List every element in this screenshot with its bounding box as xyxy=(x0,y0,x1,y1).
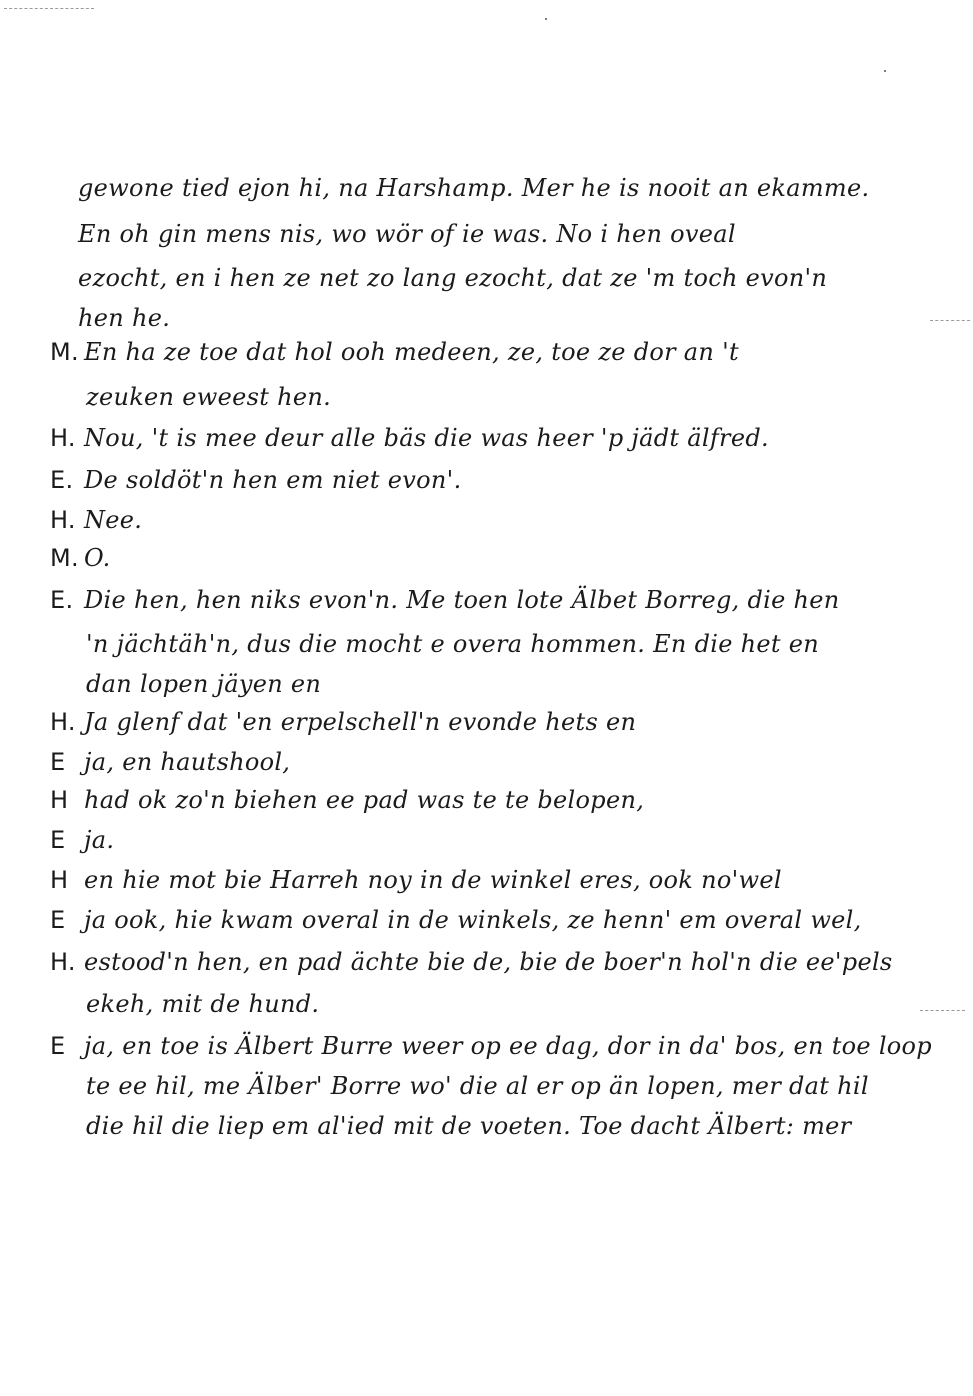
line-text: Nou, 't is mee deur alle bäs die was heer 'p jädt älfred. xyxy=(84,424,769,452)
line-text: ezocht, en i hen ze net zo lang ezocht, dat ze 'm toch evon'n xyxy=(78,264,828,292)
transcript-line xyxy=(0,900,973,940)
line-text: estood'n hen, en pad ächte bie de, bie de boer'n hol'n die ee'pels xyxy=(84,948,893,976)
line-text: hen he. xyxy=(78,304,171,332)
line-text: ja, en hautshool, xyxy=(84,748,291,776)
speaker-label: E xyxy=(50,906,66,934)
speaker-label: H. xyxy=(50,424,76,452)
line-text: die hil die liep em al'ied mit de voeten. Toe dacht Älbert: mer xyxy=(86,1112,852,1140)
line-text: ja. xyxy=(84,826,115,854)
transcript-line xyxy=(0,664,973,704)
line-text: en hie mot bie Harreh noy in de winkel eres, ook no'wel xyxy=(84,866,782,894)
transcript-line xyxy=(0,624,973,664)
line-text: ja ook, hie kwam overal in de winkels, ze henn' em overal wel, xyxy=(84,906,862,934)
transcript-line xyxy=(0,1026,973,1066)
speaker-label: E. xyxy=(50,586,74,614)
speaker-label: H. xyxy=(50,708,76,736)
scan-speck xyxy=(545,18,547,20)
speaker-label: H xyxy=(50,786,69,814)
transcript-line xyxy=(0,258,973,298)
line-text: En ha ze toe dat hol ooh medeen, ze, toe ze dor an 't xyxy=(84,338,739,366)
speaker-label: H xyxy=(50,866,69,894)
transcript-line xyxy=(0,214,973,254)
transcript-line xyxy=(0,860,973,900)
transcript-line xyxy=(0,538,973,578)
transcript-line xyxy=(0,332,973,372)
transcript-line xyxy=(0,1066,973,1106)
transcript-line xyxy=(0,742,973,782)
speaker-label: E xyxy=(50,1032,66,1060)
transcript-line xyxy=(0,942,973,982)
transcript-line xyxy=(0,984,973,1024)
speaker-label: M. xyxy=(50,338,79,366)
speaker-label: H. xyxy=(50,506,76,534)
transcript-line xyxy=(0,820,973,860)
line-text: Nee. xyxy=(84,506,143,534)
line-text: Ja glenf dat 'en erpelschell'n evonde hets en xyxy=(84,708,637,736)
transcript-line xyxy=(0,377,973,417)
speaker-label: E. xyxy=(50,466,74,494)
transcript-line xyxy=(0,702,973,742)
speaker-label: E xyxy=(50,748,66,776)
line-text: ja, en toe is Älbert Burre weer op ee dag, dor in da' bos, en toe loop xyxy=(84,1032,932,1060)
line-text: O. xyxy=(84,544,111,572)
transcript-line xyxy=(0,500,973,540)
line-text: had ok zo'n biehen ee pad was te te belopen, xyxy=(84,786,645,814)
speaker-label: E xyxy=(50,826,66,854)
line-text: ekeh, mit de hund. xyxy=(86,990,320,1018)
line-text: dan lopen jäyen en xyxy=(86,670,322,698)
line-text: zeuken eweest hen. xyxy=(86,383,332,411)
line-text: En oh gin mens nis, wo wör of ie was. No i hen oveal xyxy=(78,220,736,248)
speaker-label: H. xyxy=(50,948,76,976)
line-text: Die hen, hen niks evon'n. Me toen lote Älbet Borreg, die hen xyxy=(84,586,840,614)
line-text: gewone tied ejon hi, na Harshamp. Mer he is nooit an ekamme. xyxy=(78,174,870,202)
transcript-line xyxy=(0,780,973,820)
transcript-line xyxy=(0,418,973,458)
transcript-line xyxy=(0,168,973,208)
line-text: 'n jächtäh'n, dus die mocht e overa hommen. En die het en xyxy=(86,630,820,658)
speaker-label: M. xyxy=(50,544,79,572)
line-text: De soldöt'n hen em niet evon'. xyxy=(84,466,462,494)
scan-edge-mark xyxy=(4,8,94,9)
scan-speck xyxy=(884,70,886,72)
transcript-line xyxy=(0,460,973,500)
line-text: te ee hil, me Älber' Borre wo' die al er op än lopen, mer dat hil xyxy=(86,1072,869,1100)
transcript-line xyxy=(0,580,973,620)
transcript-line xyxy=(0,1106,973,1146)
